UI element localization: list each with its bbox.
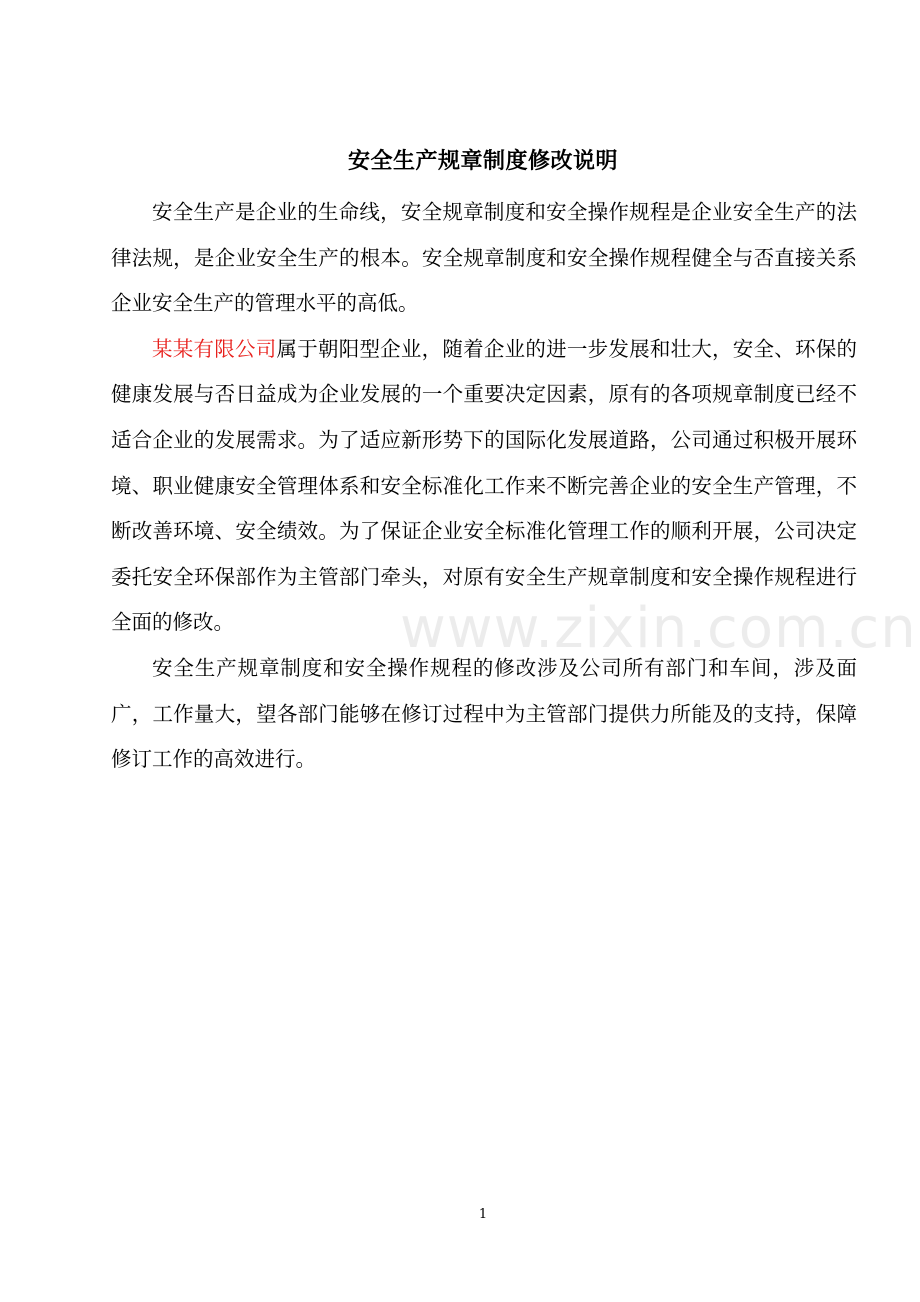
watermark-text: www.zixin.com.cn (400, 596, 917, 661)
company-name-highlight: 某某有限公司 (152, 336, 277, 361)
paragraph-2-text: 属于朝阳型企业，随着企业的进一步发展和壮大，安全、环保的健康发展与否日益成为企业发展的一个重要决定因素，原有的各项规章制度已经不适合企业的发展需求。为了适应新形势下的国际化发展道路，公司通过积极开展环境、职业健康安全管理体系和安全标准化工作来不断完善企业的安全生产管理，不断改善环境、安全绩效。为了保证企业安全标准化管理工作的顺利开展，公司决定委托安全环保部作为主管部门牵头，对原有安全生产规章制度和安全操作规程进行全面的修改。 (111, 336, 858, 635)
paragraph-3 (111, 646, 857, 783)
page-number: 1 (478, 1207, 488, 1222)
paragraph-3-text: 安全生产规章制度和安全操作规程的修改涉及公司所有部门和车间，涉及面广，工作量大，望各部门能够在修订过程中为主管部门提供力所能及的支持，保障修订工作的高效进行。 (111, 655, 857, 772)
paragraph-1-text: 安全生产是企业的生命线，安全规章制度和安全操作规程是企业安全生产的法律法规，是企业安全生产的根本。安全规章制度和安全操作规程健全与否直接关系企业安全生产的管理水平的高低。 (111, 200, 857, 316)
paragraph-1 (111, 190, 857, 327)
paragraph-2 (111, 327, 857, 646)
document-title: 安全生产规章制度修改说明 (347, 148, 618, 174)
document-body (111, 190, 857, 783)
